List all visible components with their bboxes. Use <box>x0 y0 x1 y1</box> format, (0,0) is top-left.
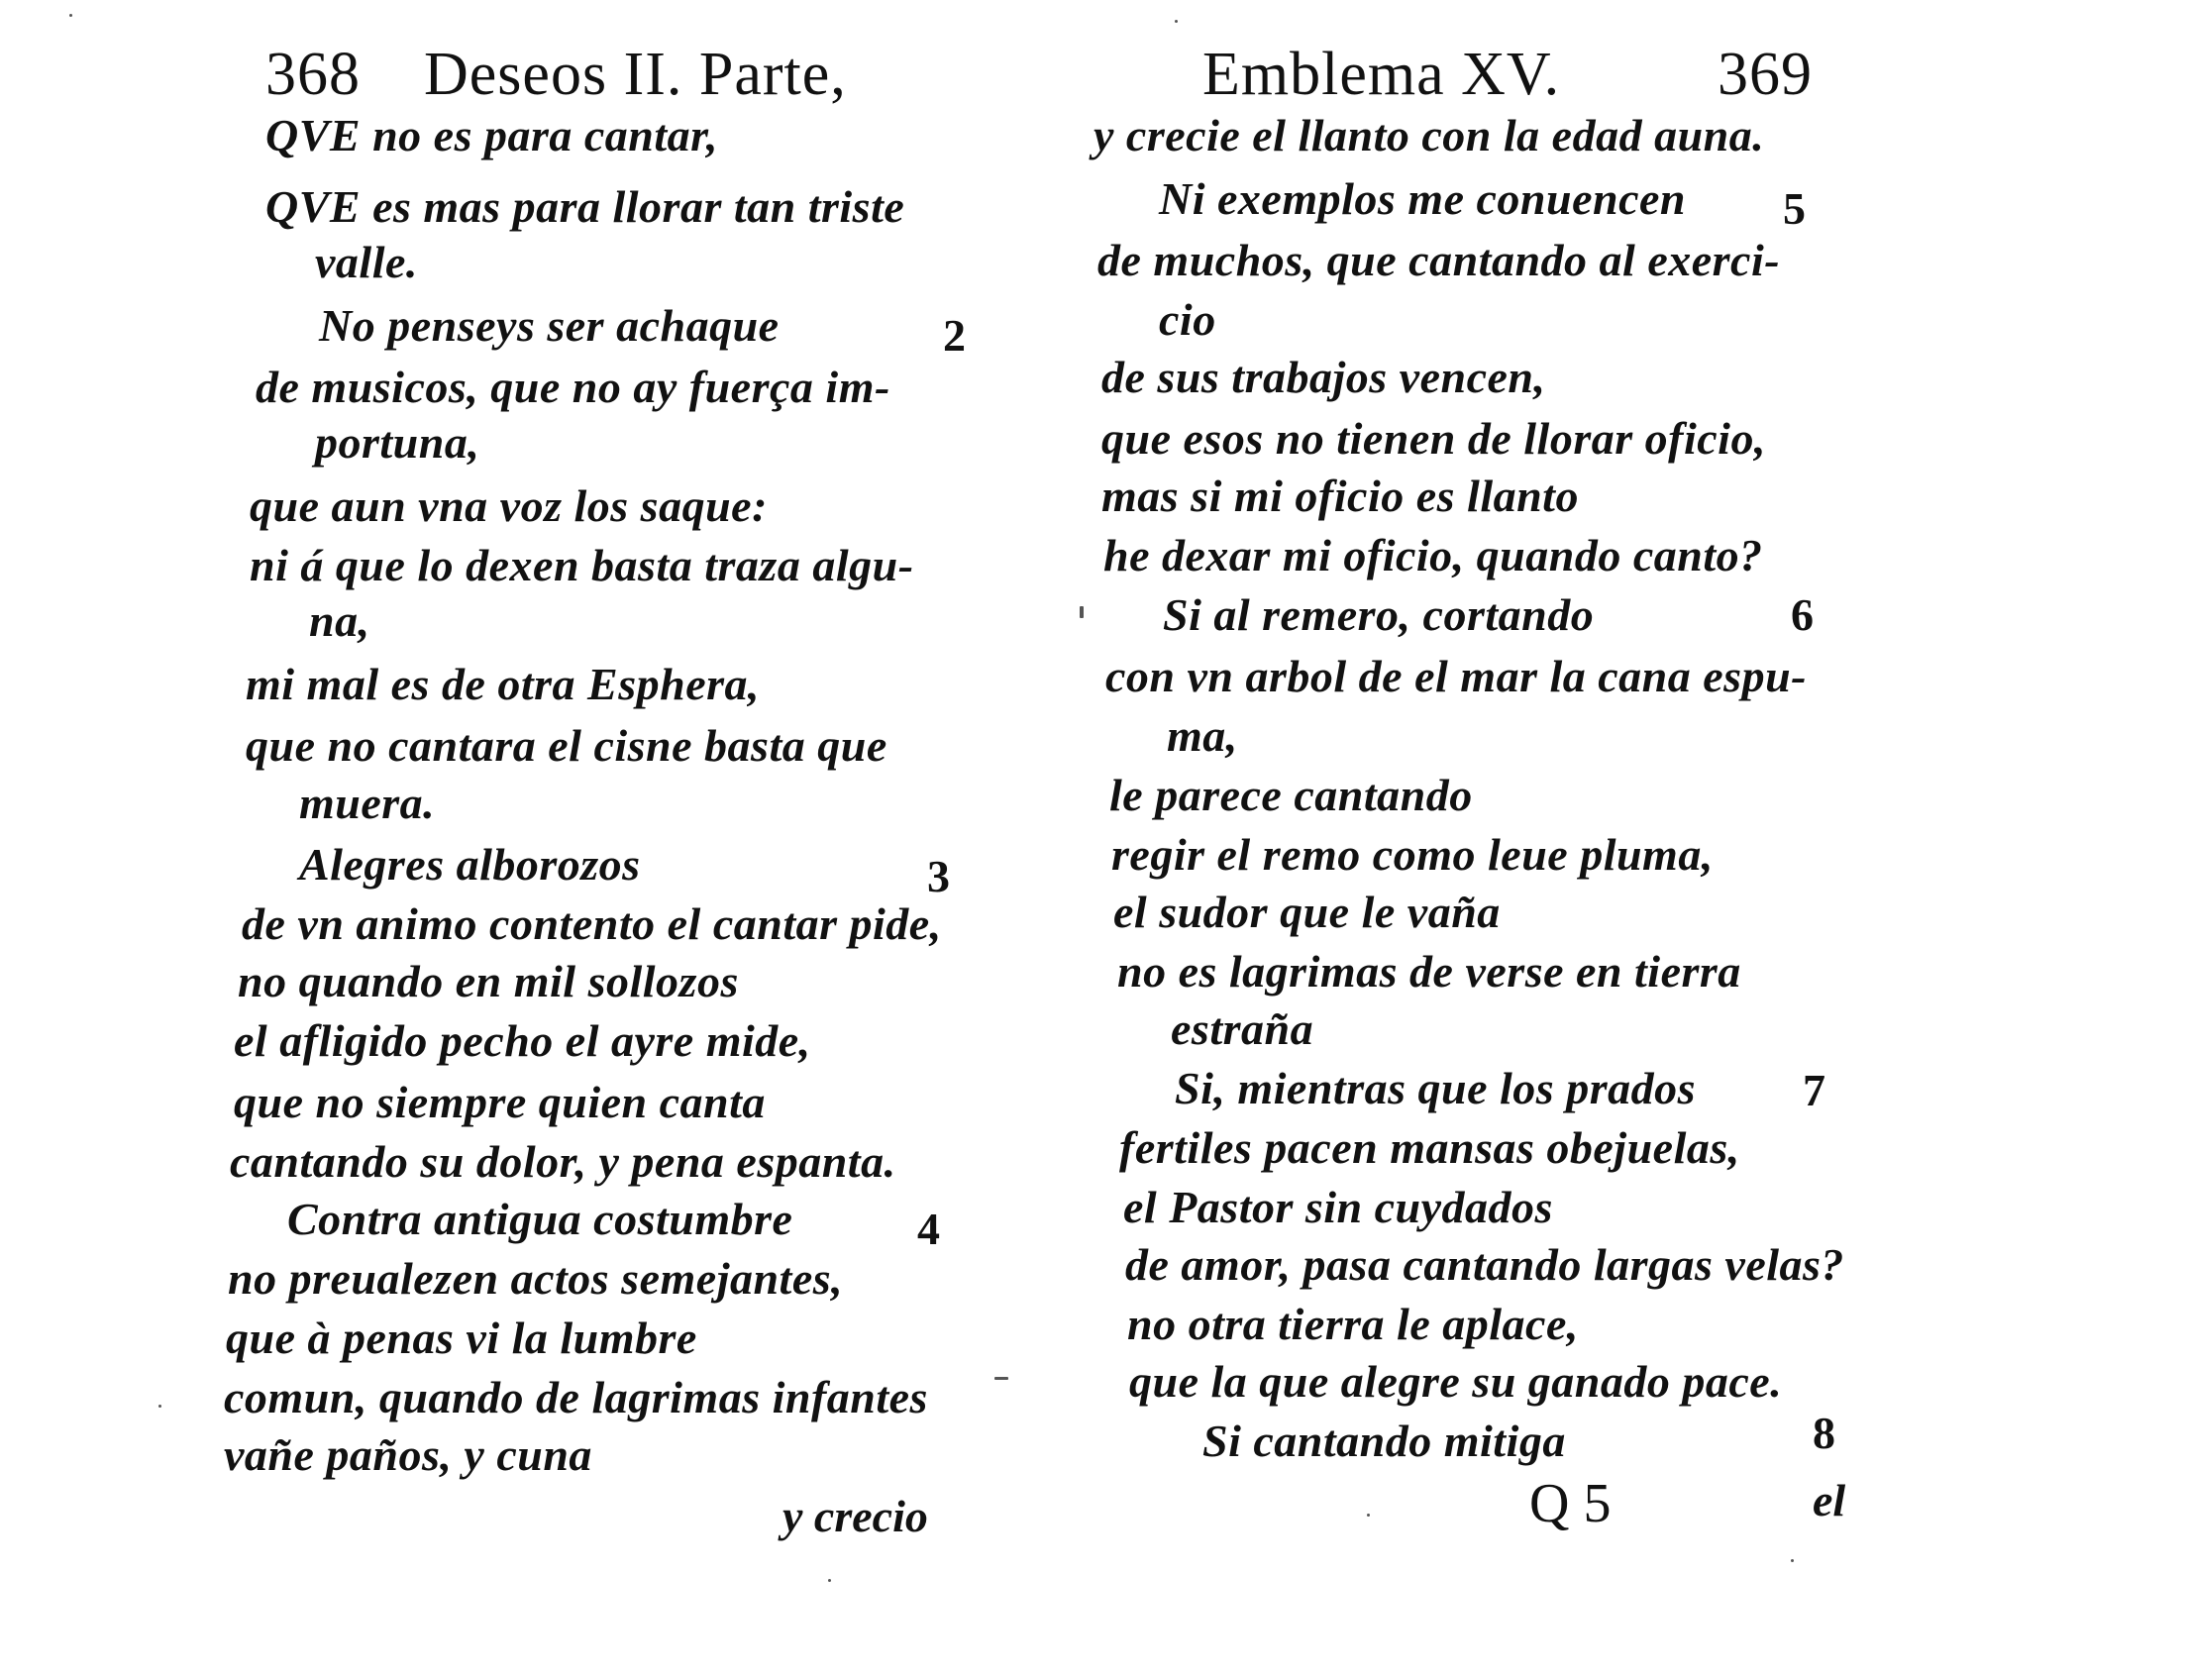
verse-line: de amor, pasa cantando largas velas? <box>1125 1239 1844 1290</box>
scan-speck <box>158 1405 161 1408</box>
verse-line: de musicos, que no ay fuerça im- <box>256 362 890 412</box>
scan-speck <box>1367 1514 1370 1517</box>
scan-speck <box>1080 606 1084 618</box>
verse-line: ma, <box>1167 710 1238 761</box>
verse-line: fertiles pacen mansas obejuelas, <box>1119 1122 1740 1173</box>
verse-line: mas si mi oficio es llanto <box>1101 471 1579 521</box>
verse-line: le parece cantando <box>1109 770 1473 820</box>
verse-line: ni á que lo dexen basta traza algu- <box>250 540 914 590</box>
verse-line: valle. <box>315 237 418 287</box>
stanza-number: 3 <box>927 851 950 901</box>
verse-line: No penseys ser achaque <box>319 300 780 351</box>
verse-line: que aun vna voz los saque: <box>250 480 768 531</box>
stanza-number: 6 <box>1791 589 1814 640</box>
verse-line: mi mal es de otra Esphera, <box>246 659 761 709</box>
scan-speck <box>994 1377 1008 1380</box>
catchword: el <box>1813 1475 1846 1525</box>
left-page-number: 368 <box>265 41 361 108</box>
scan-speck <box>1175 20 1178 23</box>
catchword: y crecio <box>782 1491 928 1541</box>
verse-line: que no siempre quien canta <box>234 1077 766 1127</box>
verse-line: Si, mientras que los prados <box>1175 1063 1696 1113</box>
scan-speck <box>828 1579 831 1582</box>
verse-line: que no cantara el cisne basta que <box>246 720 887 771</box>
verse-line: Ni exemplos me conuencen <box>1159 173 1686 224</box>
verse-line: y crecie el llanto con la edad auna. <box>1094 110 1765 160</box>
verse-line: Contra antigua costumbre <box>287 1194 793 1244</box>
verse-line: de muchos, que cantando al exerci- <box>1097 235 1781 285</box>
verse-line: el sudor que le vaña <box>1113 887 1501 937</box>
stanza-number: 7 <box>1803 1065 1825 1115</box>
stanza-number: 5 <box>1783 183 1806 234</box>
verse-line: que esos no tienen de llorar oficio, <box>1101 413 1766 464</box>
scan-speck <box>69 14 72 17</box>
right-page-number: 369 <box>1718 41 1813 108</box>
stanza-number: 4 <box>917 1204 940 1254</box>
verse-line: vañe paños, y cuna <box>224 1429 592 1480</box>
verse-line: el Pastor sin cuydados <box>1123 1182 1553 1232</box>
verse-line: que à penas vi la lumbre <box>226 1312 697 1363</box>
right-running-title: Emblema XV. <box>1202 41 1561 108</box>
verse-line: na, <box>309 595 370 646</box>
verse-line: muera. <box>299 778 436 828</box>
verse-line: no preualezen actos semejantes, <box>228 1253 844 1304</box>
verse-line: QVE es mas para llorar tan triste <box>265 181 905 232</box>
stanza-number: 2 <box>943 310 966 361</box>
verse-line: Si cantando mitiga <box>1202 1416 1566 1466</box>
right-page <box>1094 0 2188 1680</box>
verse-line: estraña <box>1171 1003 1314 1054</box>
stanza-number: 8 <box>1813 1408 1835 1458</box>
verse-line: comun, quando de lagrimas infantes <box>224 1372 928 1422</box>
verse-line: portuna, <box>315 417 480 468</box>
verse-line: Alegres alborozos <box>299 839 641 890</box>
verse-line: cantando su dolor, y pena espanta. <box>230 1136 896 1187</box>
left-running-title: Deseos II. Parte, <box>424 41 847 108</box>
verse-line: de vn animo contento el cantar pide, <box>242 898 942 949</box>
verse-line: con vn arbol de el mar la cana espu- <box>1105 651 1807 701</box>
verse-line: no quando en mil sollozos <box>238 956 739 1006</box>
verse-line: Si al remero, cortando <box>1163 589 1595 640</box>
verse-line: que la que alegre su ganado pace. <box>1129 1356 1783 1407</box>
scan-speck <box>1791 1559 1794 1562</box>
signature-mark: Q 5 <box>1529 1473 1612 1534</box>
verse-line: de sus trabajos vencen, <box>1101 352 1546 402</box>
verse-line: el afligido pecho el ayre mide, <box>234 1015 811 1066</box>
verse-line: regir el remo como leue pluma, <box>1111 829 1714 880</box>
verse-line: no otra tierra le aplace, <box>1127 1299 1579 1349</box>
verse-line: he dexar mi oficio, quando canto? <box>1103 530 1763 580</box>
verse-line: cio <box>1159 294 1216 345</box>
verse-line: QVE no es para cantar, <box>265 110 719 160</box>
verse-line: no es lagrimas de verse en tierra <box>1117 946 1741 997</box>
